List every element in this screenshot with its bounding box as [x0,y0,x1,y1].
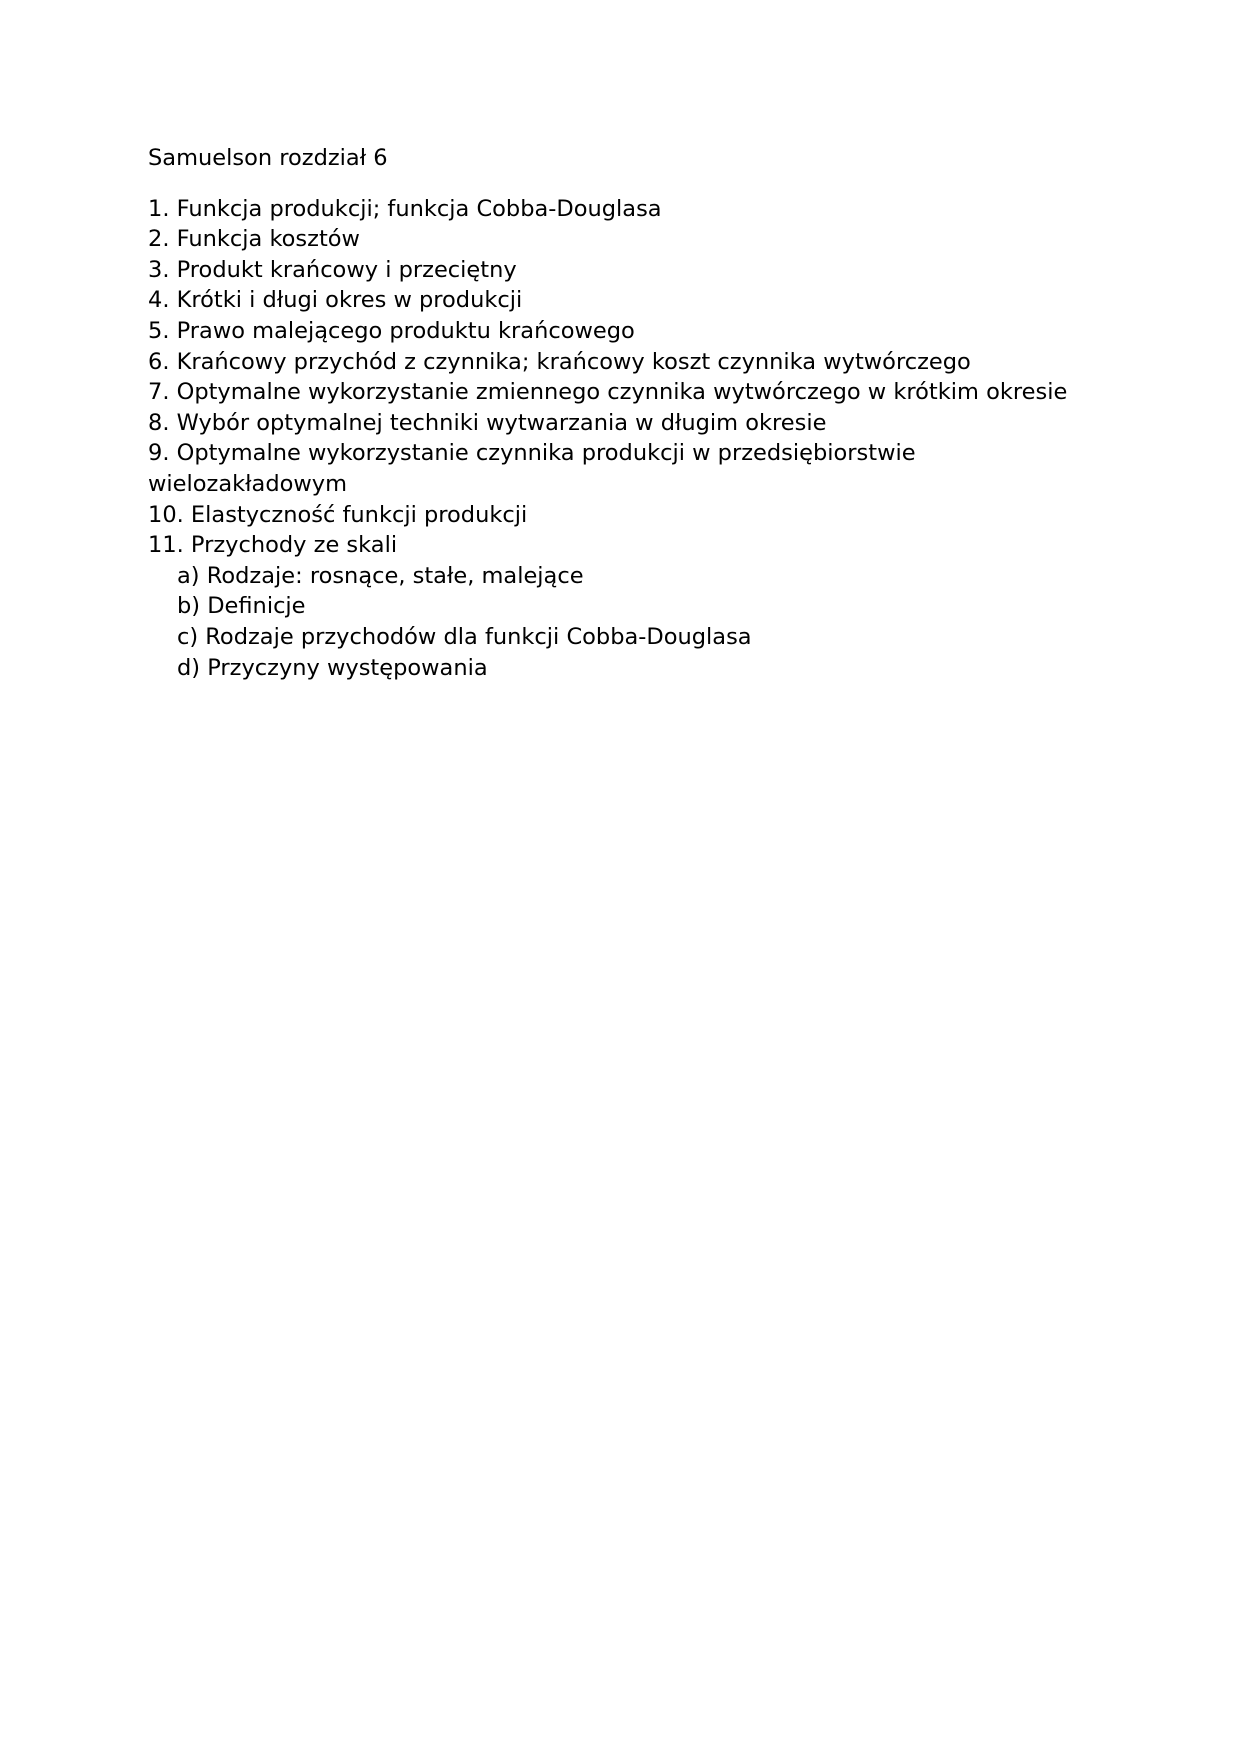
list-item: 4. Krótki i długi okres w produkcji [148,287,523,314]
sublist-item: c) Rodzaje przychodów dla funkcji Cobba-Douglasa [177,623,752,650]
subtopic-list [148,561,1108,683]
list-item: 9. Optymalne wykorzystanie czynnika produkcji w przedsiębiorstwie wielozakładowym [148,440,916,497]
document-content [148,143,1108,683]
sublist-item: b) Definicje [177,593,306,620]
list-item: 11. Przychody ze skali [148,532,398,559]
list-item: 7. Optymalne wykorzystanie zmiennego czynnika wytwórczego w krótkim okresie [148,379,1068,406]
list-item: 8. Wybór optymalnej techniki wytwarzania w długim okresie [148,409,827,436]
list-item: 10. Elastyczność funkcji produkcji [148,501,528,528]
list-item: 1. Funkcja produkcji; funkcja Cobba-Douglasa [148,195,662,222]
list-item: 2. Funkcja kosztów [148,226,360,253]
list-item: 3. Produkt krańcowy i przeciętny [148,256,517,283]
sublist-item: d) Przyczyny występowania [177,654,488,681]
sublist-item: a) Rodzaje: rosnące, stałe, malejące [177,562,584,589]
list-item: 5. Prawo malejącego produktu krańcowego [148,317,635,344]
list-item: 6. Krańcowy przychód z czynnika; krańcowy koszt czynnika wytwórczego [148,348,971,375]
document-title: Samuelson rozdział 6 [148,145,388,171]
topic-list [148,194,1108,561]
